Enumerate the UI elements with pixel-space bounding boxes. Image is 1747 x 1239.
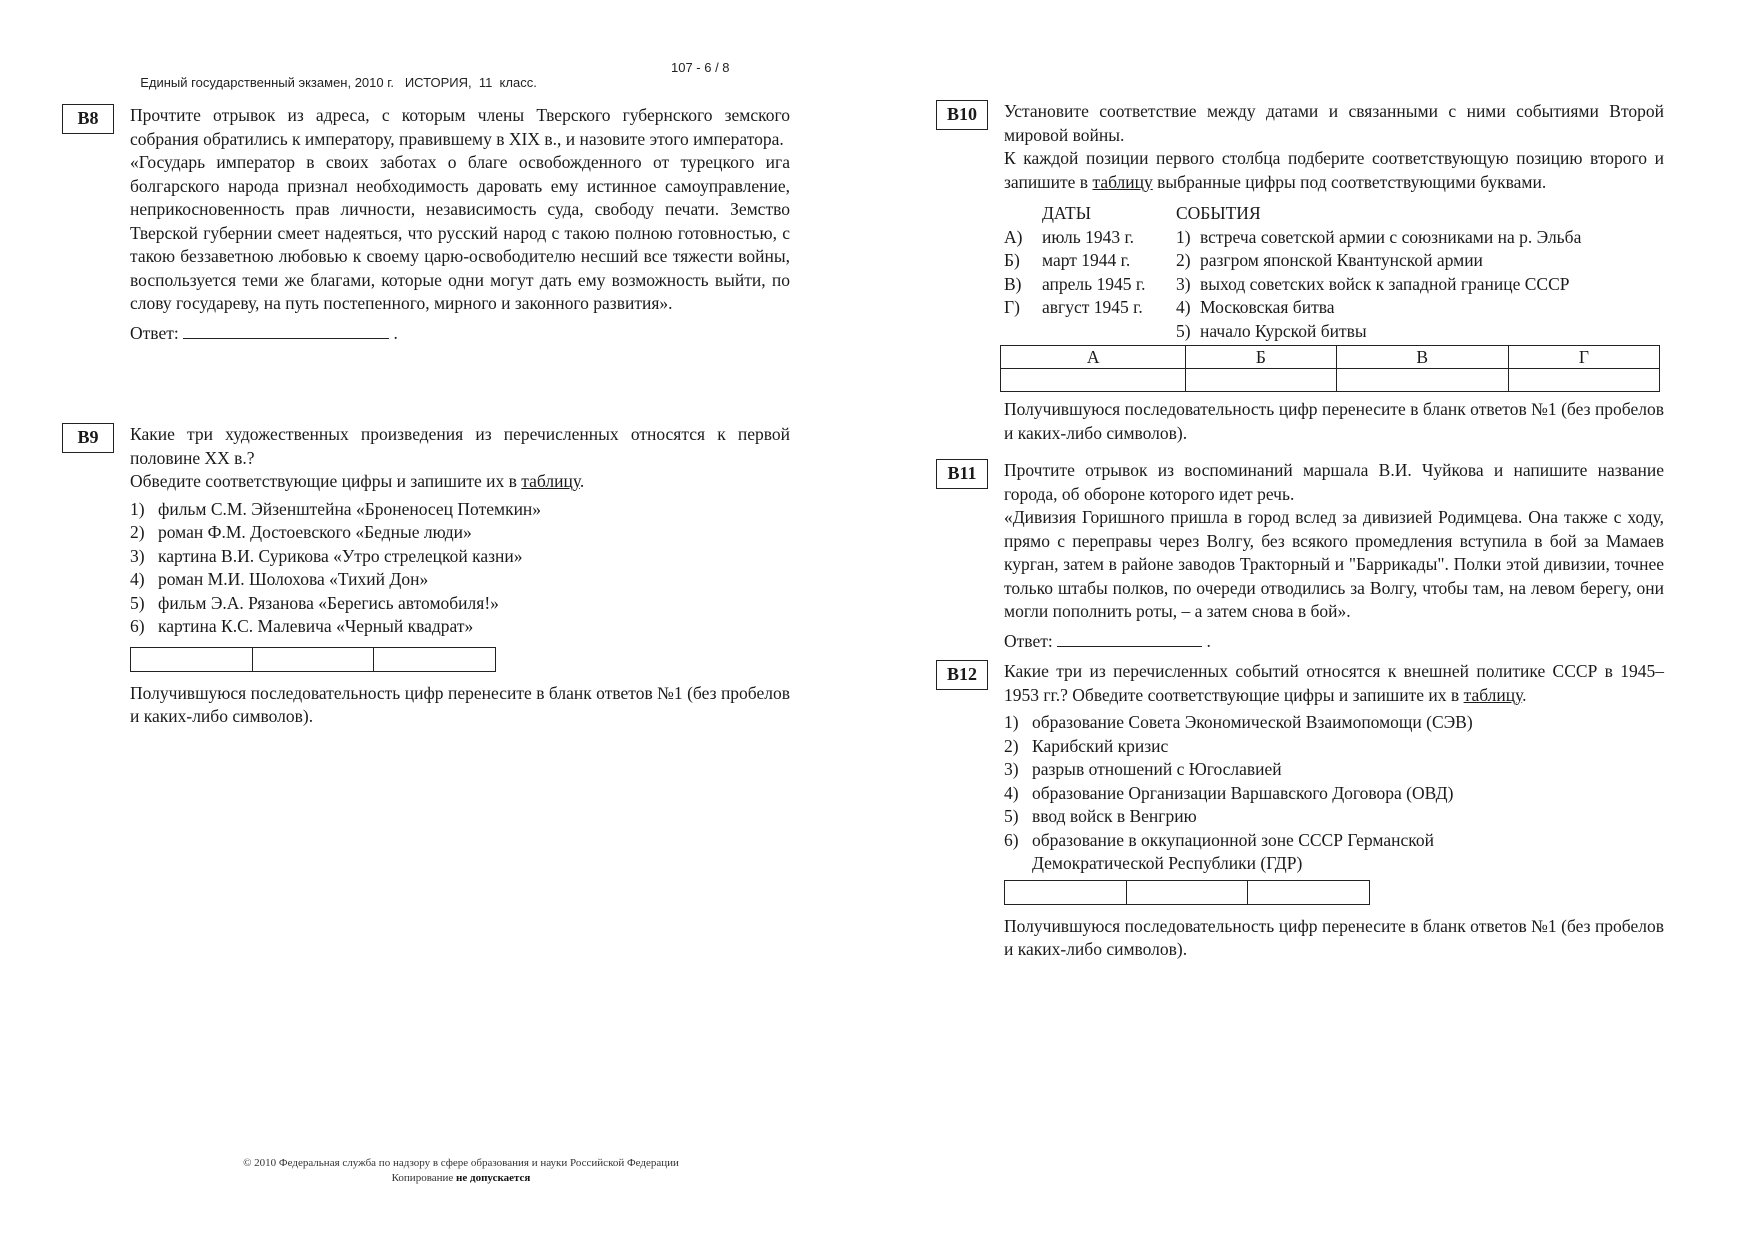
answer-cell[interactable] — [1248, 881, 1369, 904]
table-header-row — [1001, 346, 1660, 369]
date-letter: А) — [1004, 226, 1023, 247]
exam-title: Единый государственный экзамен, 2010 г. ИСТОРИЯ, 11 класс. — [140, 75, 537, 90]
task-label: B12 — [936, 660, 988, 690]
option-text: ввод войск в Венгрию — [1032, 806, 1197, 826]
option-text: фильм С.М. Эйзенштейна «Броненосец Потемкин» — [158, 498, 542, 519]
option-number: 4) — [130, 569, 145, 589]
option-number: 6) — [130, 616, 145, 636]
question-text: Какие три из перечисленных событий относятся к внешней политике СССР в 1945–1953 гг.? Обведите соответствующие цифры и запишите их в — [1004, 661, 1664, 705]
list-item[interactable] — [1004, 711, 1664, 735]
option-number: 2) — [130, 522, 145, 542]
answer-cell[interactable] — [1127, 881, 1249, 904]
copy-notice-text: Копирование — [391, 1172, 457, 1184]
answer-cell[interactable] — [253, 648, 375, 671]
options-list — [130, 498, 790, 639]
answer-cell[interactable] — [1005, 881, 1127, 904]
event-text: разгром японской Квантунской армии — [1200, 250, 1483, 270]
task-question: Установите соответствие между датами и связанными с ними событиями Второй мировой войны. — [1004, 101, 1664, 145]
transfer-note: Получившуюся последовательность цифр перенесите в бланк ответов №1 (без пробелов и каких-либо символов). — [130, 682, 790, 726]
list-item[interactable] — [130, 615, 790, 639]
date-item — [1004, 249, 1176, 273]
copy-notice-bold: не допускается — [456, 1172, 531, 1184]
task-label: B8 — [62, 104, 114, 134]
task-quote: «Государь император в своих заботах о благе освобожденного от турецкого ига болгарского народа признал необходимость даровать ему истинное самоуправление, неприкосновенность прав личности, независимость суда, свободу печати. Земство Тверской губернии смеет надеяться, что русский народ с такою полною готовностью, с такою беззаветною любовью к своему царю-освободителю несший все тяжести войны, воспользуется теми же благами, которые одни могут дать ему возможность выйти, по слову государеву, на путь постепенного, мирного и законного развития». — [130, 152, 790, 313]
date-text: август 1945 г. — [1042, 297, 1143, 317]
page-header — [133, 60, 730, 105]
task-b9 — [62, 423, 790, 729]
date-letter: Б) — [1004, 250, 1020, 270]
transfer-note: Получившуюся последовательность цифр перенесите в бланк ответов №1 (без пробелов и каких-либо символов). — [1004, 399, 1664, 443]
option-text: разрыв отношений с Югославией — [1032, 759, 1282, 779]
task-b8 — [62, 104, 790, 345]
answer-cell[interactable] — [374, 648, 495, 671]
answer-row: Ответ: . — [1004, 630, 1211, 651]
table-header: В — [1336, 346, 1508, 369]
option-text: картина К.С. Малевича «Черный квадрат» — [158, 616, 474, 636]
task-label: B10 — [936, 100, 988, 130]
page-footer — [196, 1156, 726, 1186]
option-number: 1) — [130, 498, 145, 519]
option-text: роман М.И. Шолохова «Тихий Дон» — [158, 569, 429, 589]
table-link: таблицу — [1463, 684, 1523, 705]
list-item[interactable] — [130, 592, 790, 616]
event-item — [1176, 249, 1664, 273]
list-item[interactable] — [1004, 805, 1664, 829]
task-question — [1004, 660, 1664, 707]
event-number: 1) — [1176, 226, 1191, 247]
answer-table — [1000, 345, 1660, 392]
instruction-text: К каждой позиции первого столбца подберите соответствующую позицию второго и запишите в — [1004, 148, 1664, 192]
event-text: начало Курской битвы — [1200, 320, 1367, 341]
task-label: B9 — [62, 423, 114, 453]
answer-label: Ответ: — [130, 322, 179, 343]
task-b10 — [936, 100, 1664, 445]
list-item[interactable] — [130, 545, 790, 569]
option-number: 1) — [1004, 712, 1019, 732]
matching-lists — [1004, 202, 1664, 343]
answer-cell[interactable] — [1186, 369, 1336, 392]
option-text: образование Совета Экономической Взаимопомощи (СЭВ) — [1032, 712, 1473, 732]
task-question: Прочтите отрывок из воспоминаний маршала В.И. Чуйкова и напишите название города, об обороне которого идет речь. — [1004, 460, 1664, 504]
option-number: 5) — [1004, 806, 1019, 826]
question-text: . — [1522, 684, 1527, 705]
list-item[interactable] — [130, 498, 790, 522]
option-number: 5) — [130, 592, 145, 613]
answer-cell[interactable] — [1001, 369, 1186, 392]
event-item — [1176, 296, 1664, 320]
option-text: образование Организации Варшавского Договора (ОВД) — [1032, 782, 1454, 803]
answer-label: Ответ: — [1004, 630, 1053, 651]
task-instruction — [1004, 147, 1664, 194]
table-link: таблицу — [1092, 171, 1153, 192]
instruction-text: Обведите соответствующие цифры и запишите их в — [130, 471, 522, 491]
option-text: роман Ф.М. Достоевского «Бедные люди» — [158, 522, 472, 542]
list-item[interactable] — [1004, 758, 1664, 782]
answer-row: Ответ: . — [130, 322, 398, 343]
option-text: Карибский кризис — [1032, 735, 1169, 756]
answer-cell[interactable] — [1508, 369, 1659, 392]
copy-notice — [196, 1171, 726, 1186]
table-answer-row — [1001, 369, 1660, 392]
event-number: 5) — [1176, 320, 1191, 341]
copyright-line: © 2010 Федеральная служба по надзору в сфере образования и науки Российской Федерации — [243, 1157, 679, 1169]
answer-cell[interactable] — [1336, 369, 1508, 392]
left-column — [62, 104, 790, 729]
events-list — [1176, 226, 1664, 344]
option-number: 3) — [130, 545, 145, 566]
event-number: 2) — [1176, 250, 1191, 270]
right-column — [936, 100, 1664, 962]
event-item — [1176, 320, 1664, 344]
table-header: Б — [1186, 346, 1336, 369]
table-link: таблицу — [521, 471, 580, 491]
list-item[interactable] — [1004, 782, 1664, 806]
option-number: 3) — [1004, 759, 1019, 779]
option-number: 2) — [1004, 735, 1019, 756]
event-number: 4) — [1176, 297, 1191, 317]
event-text: Московская битва — [1200, 297, 1335, 317]
date-item — [1004, 296, 1176, 320]
date-item — [1004, 273, 1176, 297]
list-item[interactable] — [130, 568, 790, 592]
option-text: образование в оккупационной зоне СССР Германской Демократической Республики (ГДР) — [1032, 829, 1434, 873]
event-text: выход советских войск к западной границе СССР — [1200, 273, 1570, 294]
task-quote: «Дивизия Горишного пришла в город вслед за дивизией Родимцева. Она также с ходу, прямо с переправы через Волгу, без всякого промедления вступила в бой за Мамаев курган, затем в районе заводов Тракторный и "Баррикады". Полки этой дивизии, точнее только штабы полков, по очереди отводились за Волгу, чтобы там, на левом берегу, они могли пополнить роты, – а затем снова в бой». — [1004, 507, 1664, 621]
task-question: Прочтите отрывок из адреса, с которым члены Тверского губернского земского собрания обратились к императору, правившему в XIX в., и назовите этого императора. — [130, 105, 790, 149]
date-text: апрель 1945 г. — [1042, 273, 1146, 294]
list-item[interactable] — [1004, 829, 1664, 876]
answer-grid — [1004, 880, 1370, 905]
page-number: 107 - 6 / 8 — [671, 60, 730, 75]
dates-list — [1004, 226, 1176, 344]
date-item — [1004, 226, 1176, 250]
option-number: 6) — [1004, 829, 1019, 850]
transfer-note: Получившуюся последовательность цифр перенесите в бланк ответов №1 (без пробелов и каких-либо символов). — [1004, 915, 1664, 959]
dates-header: ДАТЫ — [1042, 203, 1091, 223]
answer-grid — [130, 647, 496, 672]
list-item[interactable] — [1004, 735, 1664, 759]
event-item — [1176, 226, 1664, 250]
events-header: СОБЫТИЯ — [1176, 203, 1261, 223]
answer-field[interactable] — [183, 322, 389, 339]
option-text: картина В.И. Сурикова «Утро стрелецкой казни» — [158, 545, 523, 566]
task-b12 — [936, 660, 1664, 962]
event-item — [1176, 273, 1664, 297]
list-item[interactable] — [130, 521, 790, 545]
table-header: А — [1001, 346, 1186, 369]
option-number: 4) — [1004, 782, 1019, 803]
options-list — [1004, 711, 1664, 876]
task-label: B11 — [936, 459, 988, 489]
date-letter: Г) — [1004, 297, 1020, 317]
task-instruction — [130, 470, 790, 494]
answer-field[interactable] — [1057, 630, 1202, 647]
event-text: встреча советской армии с союзниками на р. Эльба — [1200, 226, 1582, 247]
table-header: Г — [1508, 346, 1659, 369]
answer-cell[interactable] — [131, 648, 253, 671]
instruction-text: выбранные цифры под соответствующими буквами. — [1152, 171, 1547, 192]
date-letter: В) — [1004, 273, 1022, 294]
option-text: фильм Э.А. Рязанова «Берегись автомобиля!» — [158, 592, 499, 613]
date-text: июль 1943 г. — [1042, 226, 1135, 247]
date-text: март 1944 г. — [1042, 250, 1131, 270]
instruction-text: . — [579, 471, 585, 491]
task-b11 — [936, 459, 1664, 653]
event-number: 3) — [1176, 273, 1191, 294]
task-question: Какие три художественных произведения из перечисленных относятся к первой половине XX в.? — [130, 424, 790, 468]
